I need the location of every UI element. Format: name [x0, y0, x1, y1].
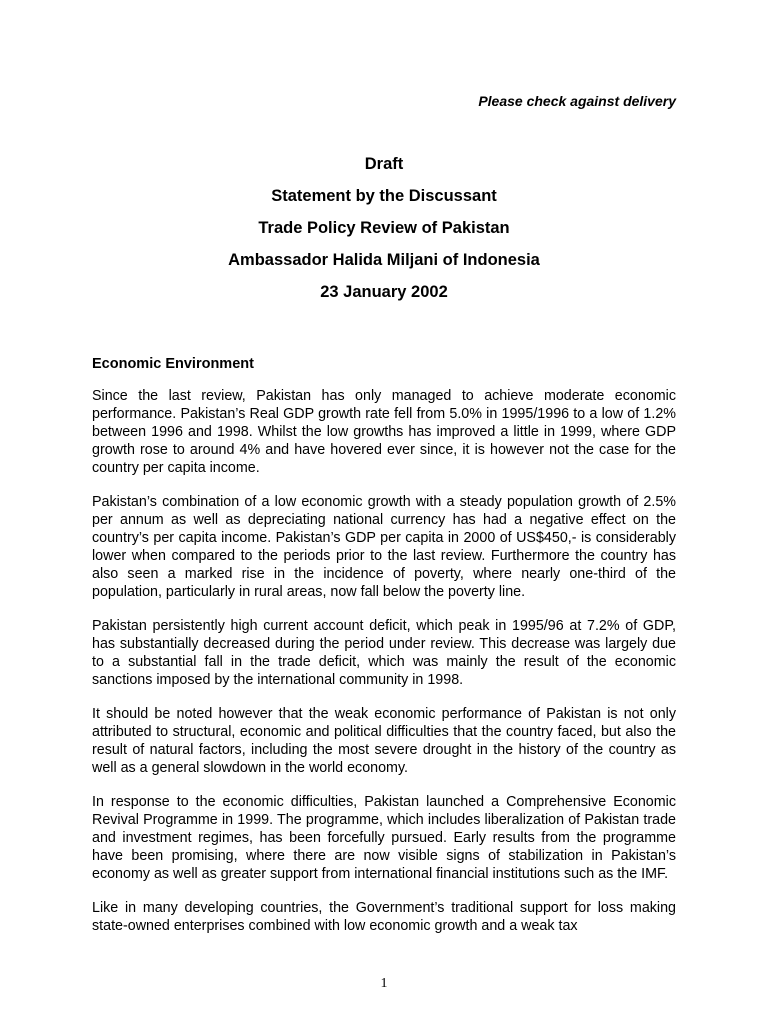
title-date: 23 January 2002	[320, 283, 448, 301]
delivery-note: Please check against delivery	[478, 93, 676, 109]
page-number: 1	[380, 976, 388, 991]
paragraph: Pakistan’s combination of a low economic growth with a steady population growth of 2.5% per annum as well as depreciating national currency has had a negative effect on the country’s per capita income. Pakistan’s GDP per capita in 2000 of US$450,- is considerably lower when compared to the periods prior to the last review. Furthermore the country has also seen a marked rise in the incidence of poverty, where nearly one-third of the population, particularly in rural areas, now fall below the poverty line.	[92, 494, 676, 600]
title-ambassador: Ambassador Halida Miljani of Indonesia	[228, 251, 540, 269]
paragraph: It should be noted however that the weak economic performance of Pakistan is not only attributed to structural, economic and political difficulties that the country faced, but also the result of natural factors, including the most severe drought in the history of the country as well as a general slowdown in the world economy.	[92, 706, 676, 776]
section-heading: Economic Environment	[92, 356, 254, 372]
title-block	[0, 148, 768, 308]
paragraph: Since the last review, Pakistan has only managed to achieve moderate economic performance. Pakistan’s Real GDP growth rate fell from 5.0% in 1995/1996 to a low of 1.2% between 1996 and 1998. Whilst the low growths has improved a little in 1999, where GDP growth rose to around 4% and have hovered ever since, it is however not the case for the country per capita income.	[92, 388, 676, 476]
document-body	[92, 355, 676, 951]
paragraph: Like in many developing countries, the Government’s traditional support for loss making state-owned enterprises combined with low economic growth and a weak tax	[92, 900, 676, 934]
paragraph: Pakistan persistently high current account deficit, which peak in 1995/96 at 7.2% of GDP, has substantially decreased during the period under review. This decrease was largely due to a substantial fall in the trade deficit, which was mainly the result of the economic sanctions imposed by the international community in 1998.	[92, 618, 676, 688]
title-draft: Draft	[364, 155, 404, 173]
paragraph: In response to the economic difficulties, Pakistan launched a Comprehensive Economic Revival Programme in 1999. The programme, which includes liberalization of Pakistan trade and investment regimes, has been forcefully pursued. Early results from the programme have been promising, where there are now visible signs of stabilization in Pakistan’s economy as well as greater support from international financial institutions such as the IMF.	[92, 794, 676, 882]
title-review: Trade Policy Review of Pakistan	[258, 219, 510, 237]
title-statement: Statement by the Discussant	[271, 187, 497, 205]
